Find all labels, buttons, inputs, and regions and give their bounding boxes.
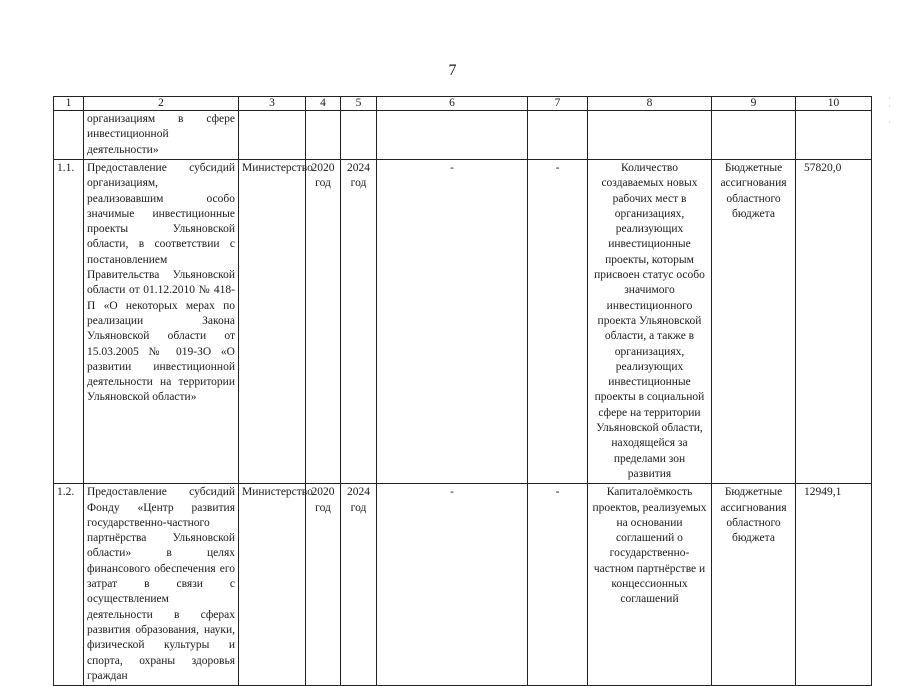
column-6-value: - [377, 484, 528, 686]
activity-name-continued: организациям в сфере инвестиционной деятельности» [84, 111, 239, 160]
funding-amount: 57820,0 [796, 160, 872, 484]
start-year: 2020 год [306, 160, 341, 484]
start-year: 2020 год [306, 484, 341, 686]
table-row-continuation [54, 111, 872, 160]
column-6-value: - [377, 160, 528, 484]
table-header-row [54, 97, 872, 111]
cell-empty [712, 111, 796, 160]
column-header: 8 [588, 97, 712, 111]
cell-empty [796, 111, 872, 160]
cell-empty [306, 111, 341, 160]
scan-artifact: · · · [888, 94, 891, 127]
table-row [54, 484, 872, 686]
column-header: 4 [306, 97, 341, 111]
page-number: 7 [448, 62, 457, 79]
cell-empty [341, 111, 377, 160]
end-year: 2024 год [341, 484, 377, 686]
column-header: 10 [796, 97, 872, 111]
column-header: 7 [528, 97, 588, 111]
funding-source: Бюджетные ассигнования областного бюджета [712, 484, 796, 686]
activity-name: Предоставление субсидий Фонду «Центр развития государственно-частного партнёрства Ульяновской области» в целях финансового обеспечения его затрат в связи с осуществлением деятельности в сферах развития образования, науки, физической культуры и спорта, охраны здоровья граждан [84, 484, 239, 686]
activity-name: Предоставление субсидий организациям, реализовавшим особо значимые инвестиционные проекты Ульяновской области, в соответствии с постановлением Правительства Ульяновской области от 01.12.2010 № 418-П «О некоторых мерах по реализации Закона Ульяновской области от 15.03.2005 № 019-ЗО «О развитии инвестиционной деятельности на территории Ульяновской области» [84, 160, 239, 484]
column-7-value: - [528, 484, 588, 686]
funding-source: Бюджетные ассигнования областного бюджета [712, 160, 796, 484]
row-number: 1.1. [54, 160, 84, 484]
cell-empty [377, 111, 528, 160]
target-indicator: Капиталоёмкость проектов, реализуемых на основании соглашений о государственно-частном партнёрстве и концессионных соглашений [588, 484, 712, 686]
column-header: 6 [377, 97, 528, 111]
end-year: 2024 год [341, 160, 377, 484]
executor: Министерство [239, 484, 306, 686]
column-header: 5 [341, 97, 377, 111]
column-header: 1 [54, 97, 84, 111]
column-header: 9 [712, 97, 796, 111]
column-header: 2 [84, 97, 239, 111]
table-row [54, 160, 872, 484]
cell-empty [54, 111, 84, 160]
executor: Министерство [239, 160, 306, 484]
budget-table [53, 96, 872, 686]
column-7-value: - [528, 160, 588, 484]
column-header: 3 [239, 97, 306, 111]
target-indicator: Количество создаваемых новых рабочих мест в организациях, реализующих инвестиционные проекты, которым присвоен статус особо значимого инвестиционного проекта Ульяновской области, а также в организациях, реализующих инвестиционные проекты в социальной сфере на территории Ульяновской области, находящейся за пределами зон развития [588, 160, 712, 484]
row-number: 1.2. [54, 484, 84, 686]
cell-empty [528, 111, 588, 160]
cell-empty [588, 111, 712, 160]
cell-empty [239, 111, 306, 160]
funding-amount: 12949,1 [796, 484, 872, 686]
